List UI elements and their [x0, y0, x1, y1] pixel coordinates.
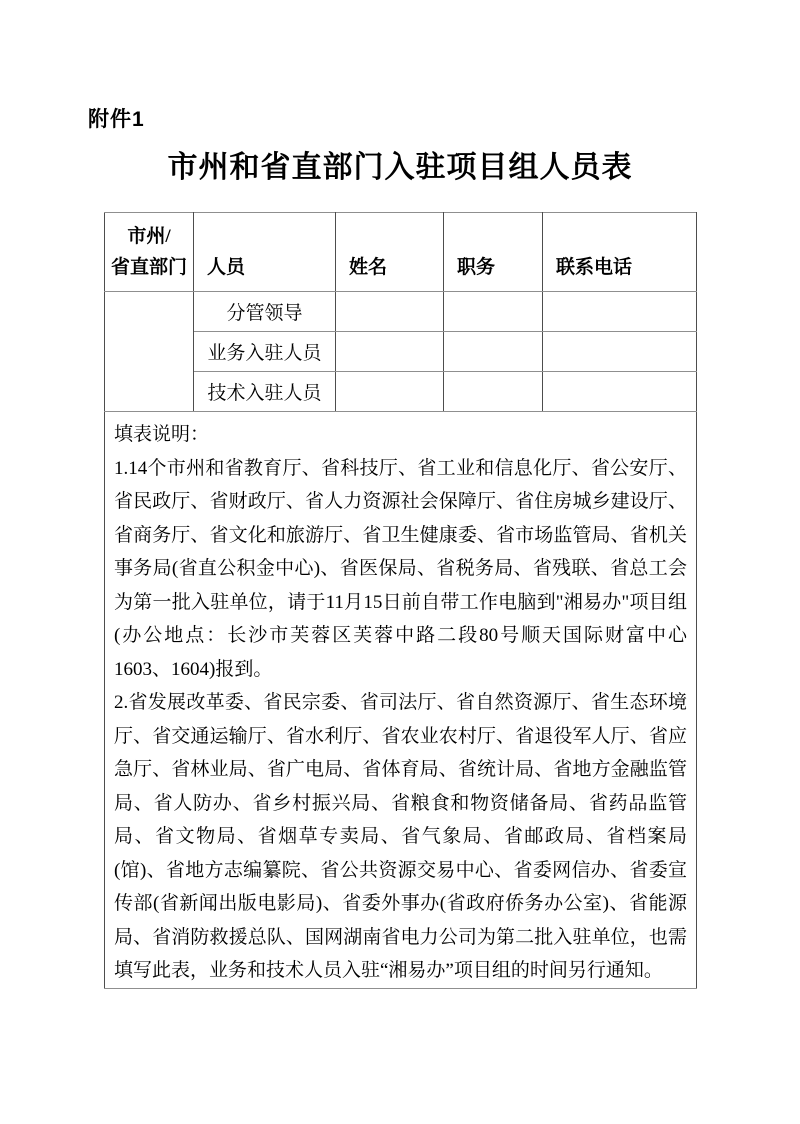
attachment-label: 附件1 — [88, 108, 145, 131]
fill-in-notes — [105, 412, 697, 989]
header-org-line1: 市州/ — [127, 226, 171, 247]
name-cell — [336, 292, 444, 332]
header-phone: 联系电话 — [543, 213, 697, 292]
notes-paragraph-2: 2.省发展改革委、省民宗委、省司法厅、省自然资源厅、省生态环境厅、省交通运输厅、省水利厅、省农业农村厅、省退役军人厅、省应急厅、省林业局、省广电局、省体育局、省统计局、省地方金融监管局、省人防办、省乡村振兴局、省粮食和物资储备局、省药品监管局、省文物局、省烟草专卖局、省气象局、省邮政局、省档案局(馆)、省地方志编纂院、省公共资源交易中心、省委网信办、省委宣传部(省新闻出版电影局)、省委外事办(省政府侨务办公室)、省能源局、省消防救援总队、国网湖南省电力公司为第二批入驻单位，也需填写此表，业务和技术人员入驻“湘易办”项目组的时间另行通知。 — [114, 692, 687, 981]
table-header-row — [105, 213, 697, 292]
header-org — [105, 213, 194, 292]
person-type-cell: 业务入驻人员 — [194, 332, 336, 372]
person-type-cell: 技术入驻人员 — [194, 372, 336, 412]
page-title: 市州和省直部门入驻项目组人员表 — [167, 151, 633, 184]
personnel-table — [104, 212, 697, 989]
position-cell — [444, 292, 543, 332]
header-person: 人员 — [194, 213, 336, 292]
notes-heading: 填表说明： — [114, 424, 210, 445]
person-type-cell: 分管领导 — [194, 292, 336, 332]
name-cell — [336, 372, 444, 412]
name-cell — [336, 332, 444, 372]
position-cell — [444, 332, 543, 372]
table-row — [105, 292, 697, 332]
header-name: 姓名 — [336, 213, 444, 292]
org-cell — [105, 292, 194, 412]
header-org-line2: 省直部门 — [110, 257, 187, 278]
notes-paragraph-1: 1.14个市州和省教育厅、省科技厅、省工业和信息化厅、省公安厅、省民政厅、省财政厅、省人力资源社会保障厅、省住房城乡建设厅、省商务厅、省文化和旅游厅、省卫生健康委、省市场监管局、省机关事务局(省直公积金中心)、省医保局、省税务局、省残联、省总工会为第一批入驻单位，请于11月15日前自带工作电脑到"湘易办"项目组(办公地点：长沙市芙蓉区芙蓉中路二段80号顺天国际财富中心1603、1604)报到。 — [114, 457, 687, 680]
phone-cell — [543, 292, 697, 332]
table-row — [105, 372, 697, 412]
position-cell — [444, 372, 543, 412]
header-position: 职务 — [444, 213, 543, 292]
table-row — [105, 332, 697, 372]
phone-cell — [543, 372, 697, 412]
phone-cell — [543, 332, 697, 372]
notes-row — [105, 412, 697, 989]
